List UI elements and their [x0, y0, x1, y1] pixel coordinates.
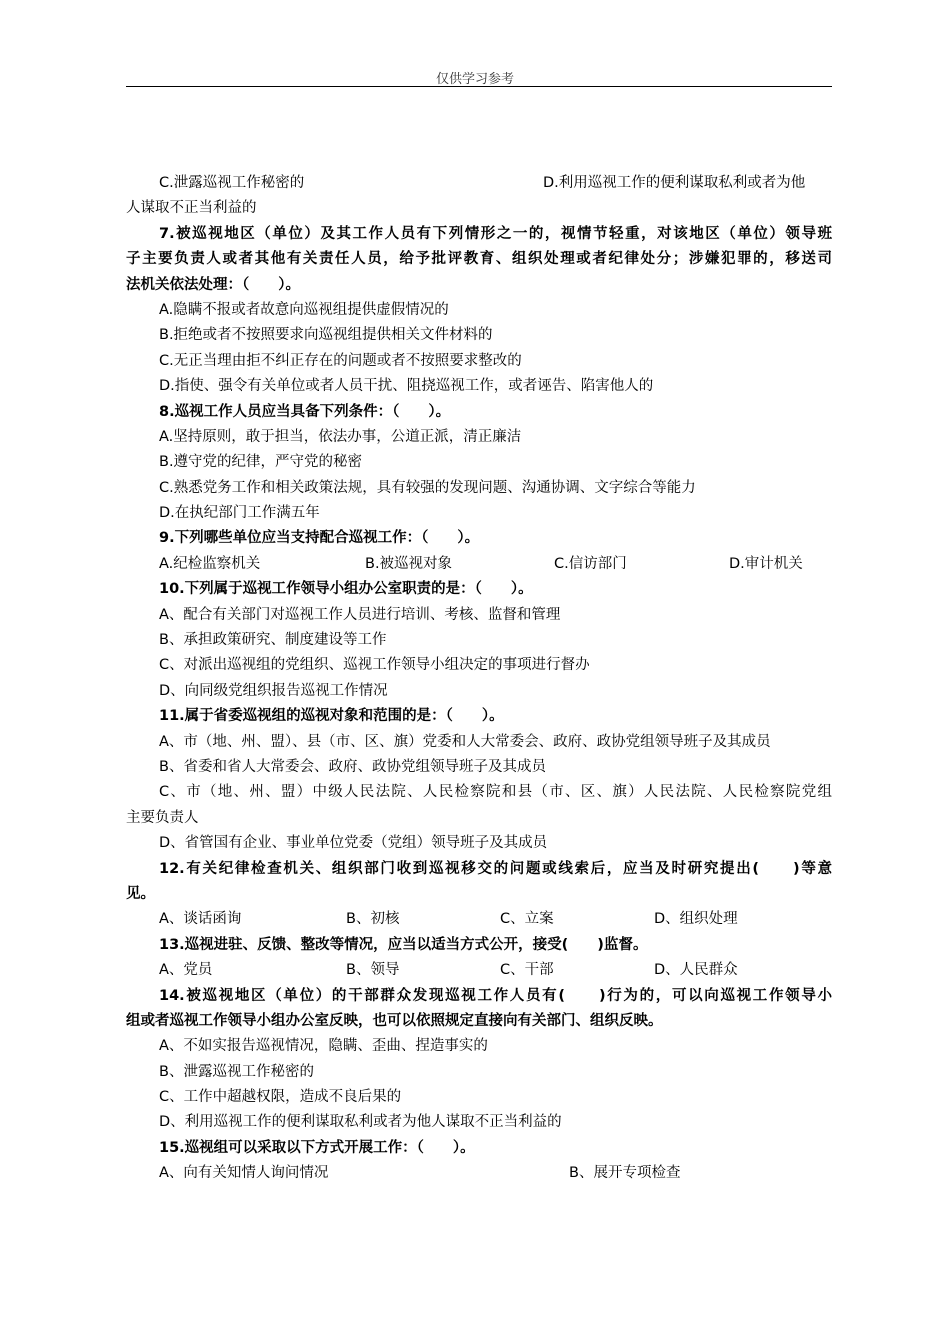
- option-text: D、利用巡视工作的便利谋取私利或者为他人谋取不正当利益的: [159, 1114, 562, 1131]
- option-text: C、立案: [500, 911, 554, 928]
- option-text: A、向有关知情人询问情况: [159, 1165, 329, 1182]
- option-row: [126, 552, 832, 577]
- question-7: 7.被巡视地区（单位）及其工作人员有下列情形之一的，视情节轻重，对该地区（单位）领导班: [159, 225, 832, 242]
- option-text-continued: 人谋取不正当利益的: [126, 200, 257, 217]
- document-body: [126, 171, 832, 1187]
- option-text: A.纪检监察机关: [159, 555, 261, 572]
- option-text: B、展开专项检查: [569, 1165, 681, 1182]
- option-text: A.隐瞒不报或者故意向巡视组提供虚假情况的: [159, 301, 449, 318]
- option-text: C.熟悉党务工作和相关政策法规，具有较强的发现问题、沟通协调、文字综合等能力: [159, 479, 696, 496]
- option-text: D、向同级党组织报告巡视工作情况: [159, 682, 388, 699]
- option-text: C、市（地、州、盟）中级人民法院、人民检察院和县（市、区、旗）人民法院、人民检察院党组: [159, 784, 832, 801]
- option-text: B、省委和省人大常委会、政府、政协党组领导班子及其成员: [159, 758, 546, 775]
- option-row: [126, 171, 832, 196]
- option-text: C、工作中超越权限，造成不良后果的: [159, 1089, 402, 1106]
- option-text: B、领导: [346, 962, 400, 979]
- question-14: 14.被巡视地区（单位）的干部群众发现巡视工作人员有( )行为的，可以向巡视工作领导小: [159, 987, 832, 1004]
- question-7-continued: 子主要负责人或者其他有关责任人员，给予批评教育、组织处理或者纪律处分；涉嫌犯罪的，移送司: [126, 251, 832, 268]
- question-10: 10.下列属于巡视工作领导小组办公室职责的是：（ ）。: [159, 581, 533, 598]
- option-text: A、不如实报告巡视情况，隐瞒、歪曲、捏造事实的: [159, 1038, 488, 1055]
- option-text: C.无正当理由拒不纠正存在的问题或者不按照要求整改的: [159, 352, 522, 369]
- question-15: 15.巡视组可以采取以下方式开展工作：（ ）。: [159, 1139, 475, 1156]
- option-text: D.审计机关: [729, 555, 803, 572]
- option-text: D.利用巡视工作的便利谋取私利或者为他: [543, 175, 806, 191]
- option-text: C、对派出巡视组的党组织、巡视工作领导小组决定的事项进行督办: [159, 657, 590, 674]
- question-14-continued: 组或者巡视工作领导小组办公室反映，也可以依照规定直接向有关部门、组织反映。: [126, 1012, 663, 1029]
- question-9: 9.下列哪些单位应当支持配合巡视工作：（ ）。: [159, 530, 480, 547]
- option-text-continued: 主要负责人: [126, 809, 199, 826]
- option-text: D.在执纪部门工作满五年: [159, 505, 320, 522]
- question-12: 12.有关纪律检查机关、组织部门收到巡视移交的问题或线索后，应当及时研究提出( )等意: [159, 860, 832, 877]
- option-text: A.坚持原则，敢于担当，依法办事，公道正派，清正廉洁: [159, 428, 522, 445]
- option-text: C.信访部门: [554, 555, 627, 572]
- option-text: B.拒绝或者不按照要求向巡视组提供相关文件材料的: [159, 327, 493, 344]
- option-row: [126, 1161, 832, 1186]
- page-header: 仅供学习参考: [435, 72, 514, 87]
- option-text: B、承担政策研究、制度建设等工作: [159, 632, 387, 649]
- question-7-continued: 法机关依法处理：（ ）。: [126, 276, 300, 293]
- option-text: A、市（地、州、盟）、县（市、区、旗）党委和人大常委会、政府、政协党组领导班子及其成员: [159, 733, 771, 750]
- option-text: C、干部: [500, 962, 554, 979]
- question-13: 13.巡视进驻、反馈、整改等情况，应当以适当方式公开，接受( )监督。: [159, 936, 648, 953]
- option-row: [126, 958, 832, 983]
- question-8: 8.巡视工作人员应当具备下列条件：（ ）。: [159, 403, 451, 420]
- option-text: B.遵守党的纪律，严守党的秘密: [159, 454, 363, 471]
- option-text: A、谈话函询: [159, 911, 242, 928]
- header-divider: [126, 86, 832, 87]
- option-text: D、省管国有企业、事业单位党委（党组）领导班子及其成员: [159, 835, 548, 852]
- question-11: 11.属于省委巡视组的巡视对象和范围的是：（ ）。: [159, 708, 504, 725]
- option-text: C.泄露巡视工作秘密的: [159, 175, 305, 191]
- option-text: A、配合有关部门对巡视工作人员进行培训、考核、监督和管理: [159, 606, 561, 623]
- option-text: D.指使、强令有关单位或者人员干扰、阻挠巡视工作，或者诬告、陷害他人的: [159, 378, 654, 395]
- option-text: B、初核: [346, 911, 400, 928]
- option-text: A、党员: [159, 962, 213, 979]
- option-text: B、泄露巡视工作秘密的: [159, 1063, 314, 1080]
- option-text: D、人民群众: [654, 962, 738, 979]
- option-text: B.被巡视对象: [365, 555, 453, 572]
- option-row: [126, 907, 832, 932]
- option-text: D、组织处理: [654, 911, 738, 928]
- question-12-continued: 见。: [126, 885, 155, 902]
